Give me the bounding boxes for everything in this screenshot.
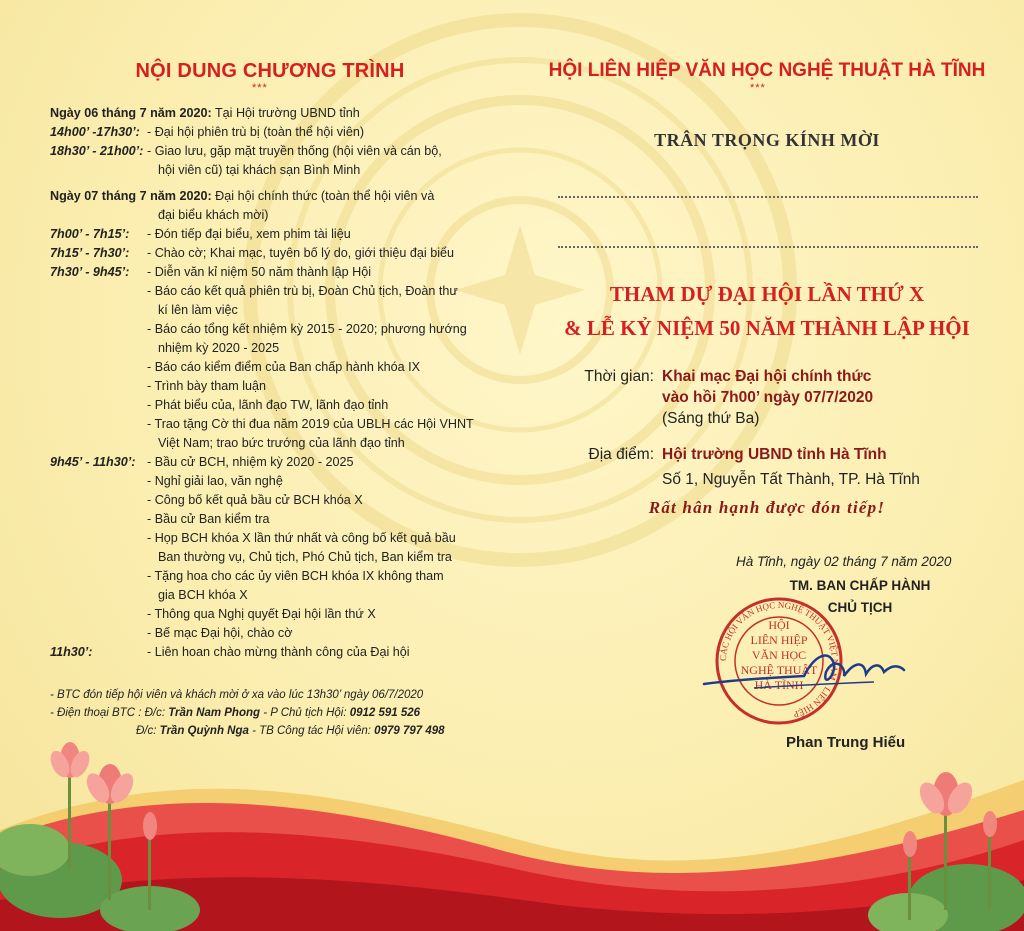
lotus-flowers-right: [868, 760, 1024, 931]
sub-item: - Thông qua Nghị quyết Đại hội lần thứ X: [147, 607, 376, 621]
lotus-bud-icon: [983, 811, 997, 837]
sub-item-cont: gia BCH khóa X: [158, 588, 248, 602]
lotus-flower-icon: [82, 764, 138, 806]
program-title: NỘI DUNG CHƯƠNG TRÌNH: [135, 60, 405, 82]
invite-heading: TRÂN TRỌNG KÍNH MỜI: [654, 130, 880, 150]
sub-item: - Báo cáo kết quả phiên trù bị, Đoàn Chủ tịch, Đoàn thư: [147, 284, 458, 298]
lotus-flower-icon: [47, 742, 93, 780]
sub-item: - Bế mạc Đại hội, chào cờ: [147, 626, 293, 640]
sub-item-cont: Ban thường vụ, Chủ tịch, Phó Chủ tịch, Ban kiểm tra: [158, 550, 452, 564]
schedule-row-cont: hội viên cũ) tại khách sạn Bình Minh: [158, 163, 361, 177]
sub-item-cont: Việt Nam; trao bức trướng của lãnh đạo tỉnh: [158, 436, 405, 450]
day2-heading: Ngày 07 tháng 7 năm 2020: Đại hội chính thức (toàn thể hội viên và: [50, 189, 435, 203]
sub-item: - Công bố kết quả bầu cử BCH khóa X: [147, 493, 363, 507]
note-contact-2: Đ/c: Trần Quỳnh Nga - TB Công tác Hội viên: 0979 797 498: [136, 725, 445, 737]
schedule-row: 18h30’ - 21h00’: - Giao lưu, gặp mặt truyền thống (hội viên và cán bộ,: [50, 144, 442, 158]
signing-org: TM. BAN CHẤP HÀNH: [789, 578, 931, 593]
day2-heading-cont: đại biểu khách mời): [158, 208, 269, 222]
sub-item: - Báo cáo kiểm điểm của Ban chấp hành khóa IX: [147, 360, 421, 374]
welcome-message: Rất hân hạnh được đón tiếp!: [648, 498, 886, 517]
lotus-bud-icon: [903, 831, 917, 857]
program-schedule: [50, 104, 490, 662]
signer-name: Phan Trung Hiếu: [786, 734, 906, 751]
sub-item: - Bầu cử Ban kiểm tra: [147, 512, 270, 526]
sub-item: - Trình bày tham luận: [147, 379, 267, 393]
lotus-bud-icon: [143, 812, 157, 840]
sub-item: - Họp BCH khóa X lần thứ nhất và công bố kết quả bầu: [147, 531, 456, 545]
organization-title: HỘI LIÊN HIỆP VĂN HỌC NGHỆ THUẬT HÀ TĨNH: [548, 60, 986, 81]
event-place: Địa điểm: Hội trường UBND tỉnh Hà Tĩnh Số 1, Nguyễn Tất Thành, TP. Hà Tĩnh: [588, 446, 920, 488]
schedule-row: 11h30’: - Liên hoan chào mừng thành công của Đại hội: [50, 645, 410, 659]
schedule-row: 7h00’ - 7h15’: - Đón tiếp đại biểu, xem phim tài liệu: [50, 227, 351, 241]
event-headline-1: THAM DỰ ĐẠI HỘI LẦN THỨ X: [609, 282, 925, 306]
lotus-flowers-left: [0, 730, 210, 931]
event-headline-2: & LỄ KỶ NIỆM 50 NĂM THÀNH LẬP HỘI: [564, 316, 970, 340]
sub-item-cont: nhiệm kỳ 2020 - 2025: [158, 341, 280, 355]
sub-item: - Nghỉ giải lao, văn nghệ: [147, 474, 283, 488]
svg-text:CÁC HỘI VĂN HỌC NGHỆ THUẬT VIỆ: CÁC HỘI VĂN HỌC NGHỆ THUẬT VIỆT NAM · LIÊN HIỆP: [717, 599, 841, 720]
signing-title: CHỦ TỊCH: [827, 600, 893, 615]
sub-item-cont: kí lên làm việc: [158, 303, 238, 317]
org-stars: ***: [750, 82, 766, 94]
schedule-row: 7h15’ - 7h30’: - Chào cờ; Khai mạc, tuyên bố lý do, giới thiệu đại biểu: [50, 246, 455, 260]
schedule-row: 9h45’ - 11h30’: - Bầu cử BCH, nhiệm kỳ 2020 - 2025: [50, 455, 354, 469]
lotus-flower-icon: [915, 772, 977, 818]
guest-name-line-1: [558, 196, 978, 198]
note-contact-1: - Điện thoại BTC : Đ/c: Trần Nam Phong - P Chủ tịch Hội: 0912 591 526: [50, 707, 421, 719]
sub-item: - Phát biểu của, lãnh đạo TW, lãnh đạo tỉnh: [147, 398, 389, 412]
sub-item: - Trao tặng Cờ thi đua năm 2019 của UBLH các Hội VHNT: [147, 417, 474, 431]
guest-name-line-2: [558, 246, 978, 248]
note-welcome-time: - BTC đón tiếp hội viên và khách mời ở xa vào lúc 13h30’ ngày 06/7/2020: [50, 689, 424, 701]
day1-heading: Ngày 06 tháng 7 năm 2020: Tại Hội trường UBND tỉnh: [50, 106, 360, 120]
sub-item: - Báo cáo tổng kết nhiệm kỳ 2015 - 2020; phương hướng: [147, 322, 467, 336]
schedule-row: 7h30’ - 9h45’: - Diễn văn kỉ niệm 50 năm thành lập Hội: [50, 265, 372, 279]
event-time: Thời gian: Khai mạc Đại hội chính thức vào hồi 7h00’ ngày 07/7/2020 (Sáng thứ Ba): [584, 368, 874, 427]
handwritten-signature: [694, 636, 924, 706]
stamp-text: HỘI LIÊN HIỆP VĂN HỌC NGHỆ THUẬT HÀ TĨNH: [740, 618, 818, 692]
sub-item: - Tặng hoa cho các ủy viên BCH khóa IX không tham: [147, 569, 444, 583]
schedule-row: 14h00’ -17h30’: - Đại hội phiên trù bị (toàn thể hội viên): [50, 125, 365, 139]
title-stars: ***: [252, 82, 268, 94]
signing-date: Hà Tĩnh, ngày 02 tháng 7 năm 2020: [736, 554, 952, 569]
